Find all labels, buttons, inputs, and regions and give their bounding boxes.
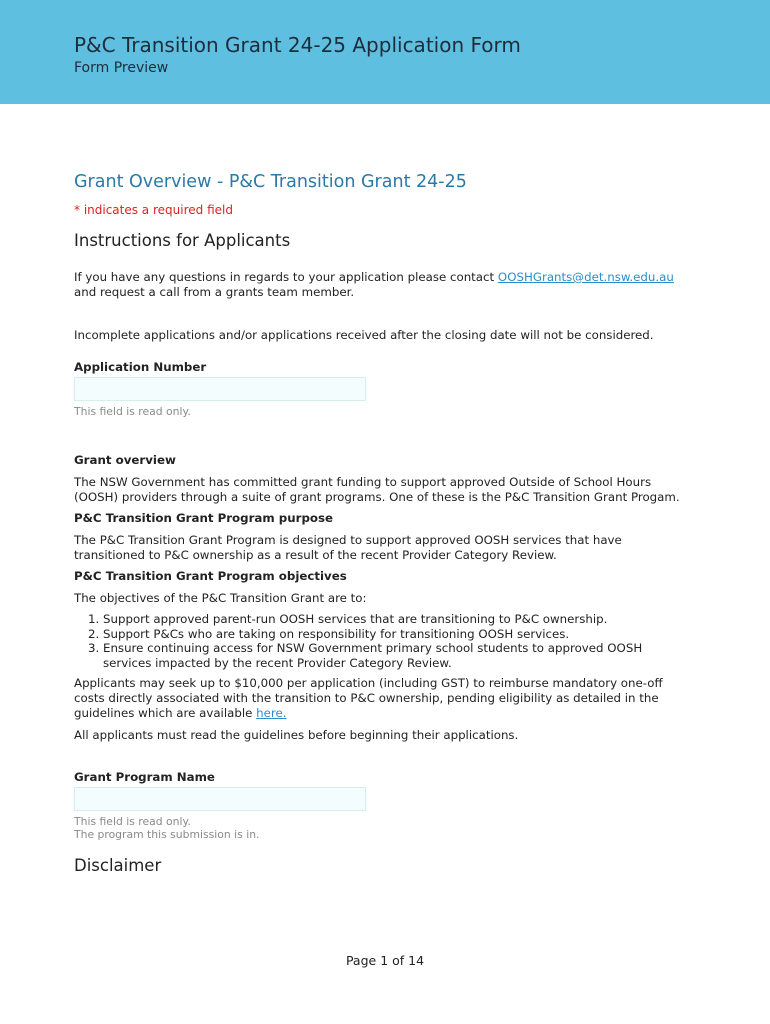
instructions-heading: Instructions for Applicants: [74, 231, 291, 250]
grant-program-name-label: Grant Program Name: [74, 770, 215, 784]
funding-paragraph: [74, 676, 694, 721]
program-purpose-text: The P&C Transition Grant Program is designed to support approved OOSH services that have transitioned to P&C ownership as a result of the recent Provider Category Review.: [74, 533, 622, 562]
funding-text: Applicants may seek up to $10,000 per application (including GST) to reimburse mandatory one-off costs directly associated with the transition to P&C ownership, pending eligibility as detailed in the guidelines which are available: [74, 676, 663, 720]
page-header: [0, 0, 770, 104]
contact-text-before: If you have any questions in regards to your application please contact: [74, 270, 498, 284]
list-item: 3. Ensure continuing access for NSW Government primary school students to approved OOSH services impacted by the recent Provider Category Review.: [103, 641, 694, 670]
form-subtitle: Form Preview: [74, 60, 169, 76]
page-number: Page 1 of 14: [345, 953, 425, 968]
form-content: [74, 170, 694, 877]
grant-program-name-description: The program this submission is in.: [74, 828, 260, 841]
form-title: P&C Transition Grant 24-25 Application Form: [74, 33, 521, 57]
grant-program-name-hint: This field is read only.: [74, 815, 191, 828]
grant-overview-text: The NSW Government has committed grant funding to support approved Outside of School Hours (OOSH) providers through a suite of grant programs. One of these is the P&C Transition Grant Progam.: [74, 475, 680, 504]
section-title: Grant Overview - P&C Transition Grant 24-25: [74, 172, 467, 192]
contact-email-link[interactable]: OOSHGrants@det.nsw.edu.au: [497, 270, 674, 284]
objectives-intro: The objectives of the P&C Transition Grant are to:: [74, 591, 367, 605]
contact-text-after: and request a call from a grants team member.: [74, 285, 355, 299]
instructions-contact-paragraph: [74, 270, 694, 300]
disclaimer-heading: Disclaimer: [74, 856, 162, 875]
grant-program-name-field[interactable]: [74, 787, 366, 811]
program-purpose-heading: P&C Transition Grant Program purpose: [74, 511, 334, 525]
application-number-label: Application Number: [74, 360, 207, 374]
application-number-field[interactable]: [74, 377, 366, 401]
list-item: 2. Support P&Cs who are taking on responsibility for transitioning OOSH services.: [103, 627, 694, 642]
guidelines-link[interactable]: here.: [256, 706, 287, 720]
guidelines-paragraph: All applicants must read the guidelines before beginning their applications.: [74, 728, 519, 742]
incomplete-applications-paragraph: Incomplete applications and/or applications received after the closing date will not be considered.: [74, 328, 654, 342]
objectives-list: [74, 612, 694, 670]
program-objectives-heading: P&C Transition Grant Program objectives: [74, 569, 347, 583]
application-number-hint: This field is read only.: [74, 405, 191, 418]
required-field-note: * indicates a required field: [74, 203, 233, 217]
list-item: 1. Support approved parent-run OOSH services that are transitioning to P&C ownership.: [103, 612, 694, 627]
grant-overview-heading: Grant overview: [74, 453, 176, 467]
